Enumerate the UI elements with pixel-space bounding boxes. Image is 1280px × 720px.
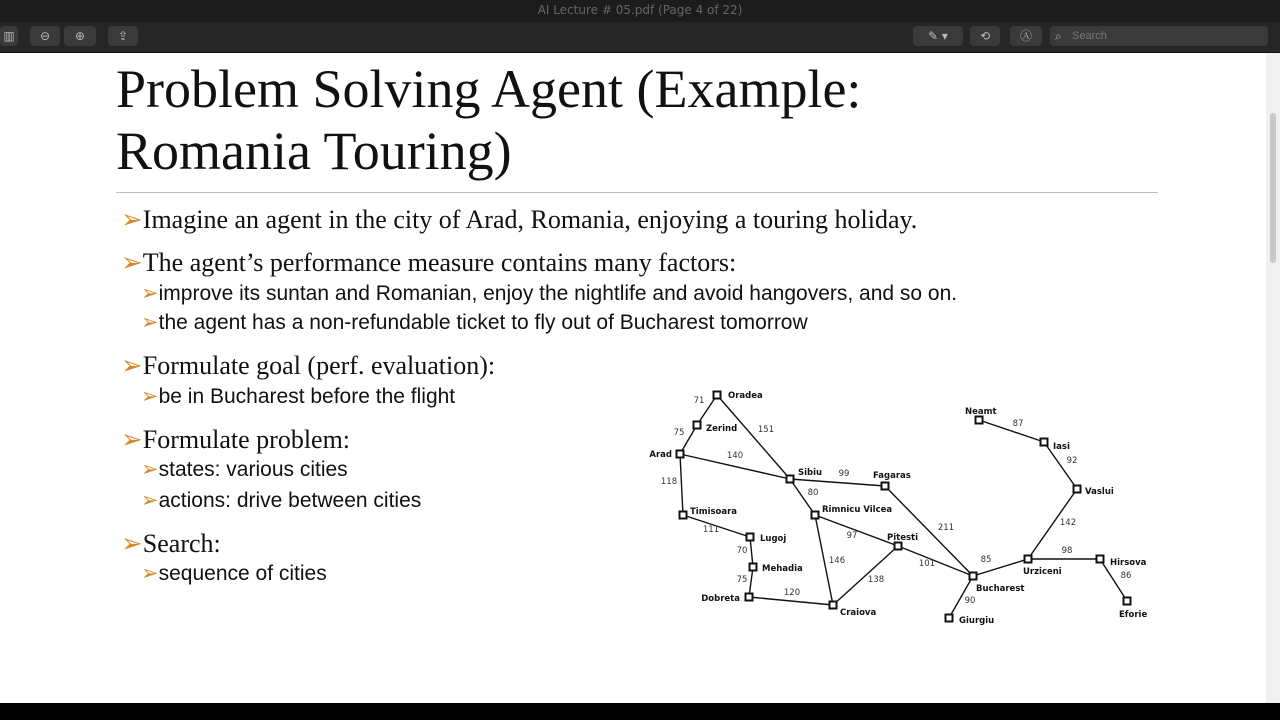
- bullet-arrow-icon: ➢: [121, 205, 143, 234]
- road-distance-label: 140: [726, 451, 744, 461]
- bullet-item: [121, 351, 495, 381]
- city-label-zerind: Zerind: [706, 424, 738, 434]
- road-distance-label: 120: [783, 588, 801, 598]
- sub-bullet-text: the agent has a non-refundable ticket to fly out of Bucharest tomorrow: [158, 311, 808, 334]
- sub-bullet-text: actions: drive between cities: [158, 489, 422, 512]
- city-marker: [677, 451, 684, 458]
- bullet-arrow-icon: ➢: [121, 529, 143, 558]
- rotate-icon[interactable]: ⟲: [970, 26, 1000, 46]
- road-distance-label: 138: [867, 575, 885, 585]
- city-marker: [1041, 439, 1048, 446]
- city-label-timisoara: Timisoara: [690, 507, 738, 517]
- road-distance-label: 98: [1061, 546, 1073, 556]
- road-distance-label: 85: [980, 555, 992, 565]
- city-marker: [976, 417, 983, 424]
- sidebar-icon[interactable]: ▥: [0, 26, 18, 46]
- bullet-text: Search:: [142, 529, 221, 558]
- bullet-item: [121, 205, 917, 235]
- sub-bullet-text: improve its suntan and Romanian, enjoy the nightlife and avoid hangovers, and so on.: [158, 282, 958, 305]
- bullet-text: Formulate goal (perf. evaluation):: [142, 351, 496, 380]
- city-marker: [714, 392, 721, 399]
- city-label-iasi: Iasi: [1053, 442, 1070, 452]
- city-label-craiova: Craiova: [840, 608, 877, 618]
- city-marker: [750, 564, 757, 571]
- bullet-arrow-icon: ➢: [141, 385, 159, 408]
- road-distance-label: 99: [838, 469, 850, 479]
- sub-bullet-text: be in Bucharest before the flight: [158, 385, 456, 408]
- road-distance-label: 151: [757, 425, 775, 435]
- bullet-arrow-icon: ➢: [121, 425, 143, 454]
- slide-title-line-2: Romania Touring): [116, 121, 512, 181]
- city-marker: [694, 422, 701, 429]
- romania-road-map: [640, 383, 1160, 628]
- road-distance-label: 80: [807, 488, 819, 498]
- road-distance-label: 111: [702, 525, 720, 535]
- vertical-scrollbar[interactable]: [1266, 53, 1280, 703]
- road-distance-label: 101: [918, 559, 936, 569]
- city-marker: [1074, 486, 1081, 493]
- city-label-lugoj: Lugoj: [760, 534, 787, 544]
- search-icon: ⌕: [1055, 29, 1062, 43]
- bullet-arrow-icon: ➢: [141, 311, 159, 334]
- bullet-arrow-icon: ➢: [141, 458, 159, 481]
- city-label-rimnicu-vilcea: Rimnicu Vilcea: [822, 505, 893, 515]
- road-distance-label: 142: [1059, 518, 1077, 528]
- viewer-toolbar: [0, 22, 1280, 53]
- city-marker: [787, 476, 794, 483]
- city-marker: [830, 602, 837, 609]
- city-marker: [895, 543, 902, 550]
- slide-page: [0, 53, 1266, 703]
- window-title: AI Lecture # 05.pdf (Page 4 of 22): [537, 3, 743, 17]
- share-icon[interactable]: ⇪: [108, 26, 138, 46]
- road-distance-label: 87: [1012, 419, 1024, 429]
- bullet-arrow-icon: ➢: [141, 282, 159, 305]
- bullet-item: [121, 529, 221, 559]
- sub-bullet-text: sequence of cities: [158, 562, 327, 585]
- city-marker: [812, 512, 819, 519]
- road-distance-label: 146: [828, 556, 846, 566]
- sub-bullet-text: states: various cities: [158, 458, 348, 481]
- road-distance-label: 97: [846, 531, 858, 541]
- road-distance-label: 90: [964, 596, 976, 606]
- bullet-item: [121, 425, 350, 455]
- city-marker: [1097, 556, 1104, 563]
- bullet-arrow-icon: ➢: [141, 562, 159, 585]
- city-marker: [747, 534, 754, 541]
- road-distance-label: 70: [736, 546, 748, 556]
- slide-title: [116, 58, 1116, 182]
- sub-bullet-item: [141, 457, 348, 482]
- sub-bullet-item: [141, 488, 421, 513]
- road-sibiu-fagaras: [790, 479, 885, 486]
- road-iasi-neamt: [979, 420, 1044, 442]
- city-label-eforie: Eforie: [1119, 610, 1148, 620]
- city-label-fagaras: Fagaras: [873, 471, 911, 481]
- city-label-urziceni: Urziceni: [1023, 567, 1062, 577]
- city-marker: [1025, 556, 1032, 563]
- city-label-sibiu: Sibiu: [798, 468, 823, 478]
- city-marker: [746, 594, 753, 601]
- zoom-out-icon[interactable]: ⊖: [30, 26, 60, 46]
- city-label-hirsova: Hirsova: [1110, 558, 1147, 568]
- sub-bullet-item: [141, 281, 957, 306]
- window-titlebar: [0, 0, 1280, 22]
- city-marker: [970, 573, 977, 580]
- bullet-text: The agent’s performance measure contains many factors:: [142, 248, 737, 277]
- road-pitesti-bucharest: [898, 546, 973, 576]
- sub-bullet-item: [141, 310, 808, 335]
- city-label-arad: Arad: [649, 450, 672, 460]
- road-oradea-sibiu: [717, 395, 790, 479]
- road-distance-label: 118: [660, 477, 678, 487]
- sub-bullet-item: [141, 561, 327, 586]
- search-placeholder: Search: [1072, 30, 1107, 42]
- city-label-bucharest: Bucharest: [976, 584, 1025, 594]
- city-marker: [1124, 598, 1131, 605]
- bottom-strip: [0, 703, 1280, 720]
- search-input[interactable]: [1050, 26, 1268, 46]
- city-label-oradea: Oradea: [728, 391, 763, 401]
- zoom-in-icon[interactable]: ⊕: [64, 26, 96, 46]
- road-distance-label: 71: [693, 396, 705, 406]
- city-marker: [946, 615, 953, 622]
- sub-bullet-item: [141, 384, 455, 409]
- scrollbar-thumb[interactable]: [1270, 113, 1276, 263]
- city-marker: [680, 512, 687, 519]
- city-label-giurgiu: Giurgiu: [959, 616, 995, 626]
- road-craiova-pitesti: [833, 546, 898, 605]
- road-distance-label: 75: [736, 575, 748, 585]
- bullet-arrow-icon: ➢: [121, 248, 143, 277]
- city-label-mehadia: Mehadia: [762, 564, 803, 574]
- annotate-icon[interactable]: Ⓐ: [1010, 26, 1042, 46]
- road-dobreta-craiova: [749, 597, 833, 605]
- road-distance-label: 86: [1120, 571, 1132, 581]
- city-marker: [882, 483, 889, 490]
- slide-title-line-1: Problem Solving Agent (Example:: [116, 59, 862, 119]
- title-divider: [116, 192, 1158, 193]
- city-label-vaslui: Vaslui: [1085, 487, 1114, 497]
- road-arad-timisoara: [680, 454, 683, 515]
- city-label-pitesti: Pitesti: [887, 533, 919, 543]
- bullet-text: Formulate problem:: [142, 425, 351, 454]
- city-label-dobreta: Dobreta: [701, 594, 740, 604]
- bullet-arrow-icon: ➢: [121, 351, 143, 380]
- bullet-text: Imagine an agent in the city of Arad, Romania, enjoying a touring holiday.: [142, 205, 918, 234]
- road-distance-label: 75: [673, 428, 685, 438]
- road-distance-label: 211: [937, 523, 955, 533]
- road-distance-label: 92: [1066, 456, 1078, 466]
- bullet-arrow-icon: ➢: [141, 489, 159, 512]
- bullet-item: [121, 248, 736, 278]
- city-label-neamt: Neamt: [965, 407, 997, 417]
- pen-icon[interactable]: ✎ ▾: [913, 26, 963, 46]
